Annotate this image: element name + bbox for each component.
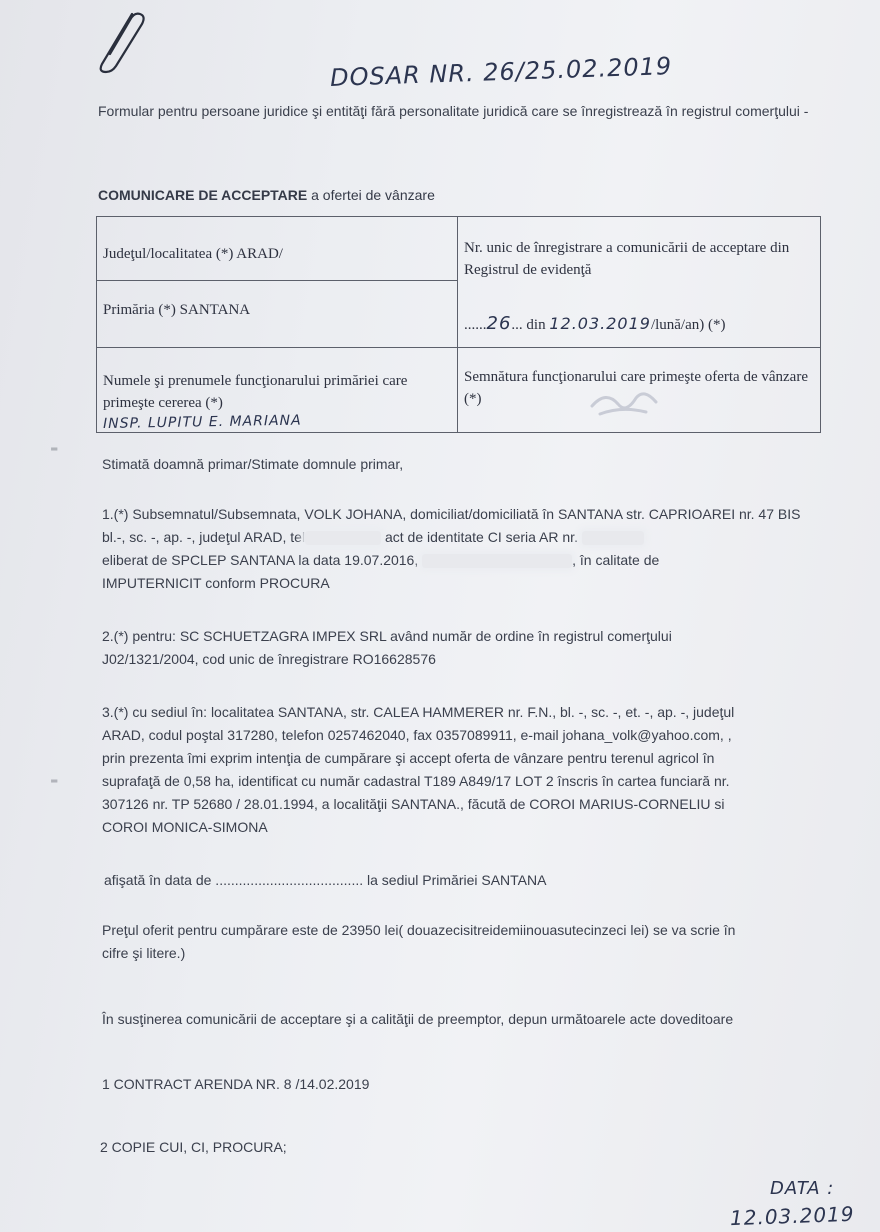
paperclip-mark [88, 10, 158, 78]
price-paragraph: Preţul oferit pentru cumpărare este de 23950 lei( douazecisitreidemiinouasutecinzeci lei) se va scrie în cifre şi litere.) [102, 922, 736, 961]
paragraph-3: 3.(*) cu sediul în: localitatea SANTANA, str. CALEA HAMMERER nr. F.N., bl. -, sc. -, et. -, ap. -, judeţul ARAD, codul poştal 317280, telefon 0257462040, fax 0357089911, e-mail johana_volk@yahoo.com, , prin prezenta îmi exprim intenţia de cumpărare şi accept oferta de vânzare pentru terenul agricol în suprafaţă de 0,58 ha, identificat cu număr cadastral T189 A849/17 LOT 2 înscris în cartea funciară nr. 307126 nr. TP 52680 / 28.01.1994, a localităţii SANTANA., făcută de COROI MARIUS-CORNELIU si COROI MONICA-SIMONA [102, 704, 735, 835]
margin-punch-mark: ⁼ [50, 776, 59, 793]
county-cell: Judeţul/localitatea (*) ARAD/ [97, 217, 458, 281]
document-title: COMUNICARE DE ACCEPTARE a ofertei de vânzare [98, 187, 435, 203]
display-date-line: afişată în data de ...................................... la sediul Primăriei SANTANA [104, 872, 547, 888]
official-name-cell: Numele şi prenumele funcţionarului primăriei care primeşte cererea (*) INSP. LUPITU E. MARIANA [97, 348, 458, 433]
margin-punch-mark: ⁼ [50, 444, 59, 461]
salutation: Stimată doamnă primar/Stimate domnule primar, [102, 456, 404, 472]
official-signature-cell: Semnătura funcţionarului care primeşte oferta de vânzare (*) [458, 348, 821, 433]
paragraph-1: 1.(*) Subsemnatul/Subsemnata, VOLK JOHANA, domiciliat/domiciliată în SANTANA str. CAPRIOAREI nr. 47 BIS bl.-, sc. -, ap. -, judeţul ARAD, tel act de identitate CI seria AR nr. eliberat de SPCLEP SANTANA la data 19.07.2016, , în calitate de IMPUTERNICIT conform PROCURA [102, 506, 801, 591]
registration-table [96, 216, 821, 433]
city-hall-cell: Primăria (*) SANTANA [97, 281, 458, 348]
paragraph-2: 2.(*) pentru: SC SCHUETZAGRA IMPEX SRL având număr de ordine în registrul comerţului J02/1321/2004, cod unic de înregistrare RO16628576 [102, 628, 672, 667]
document-list-item: 2 COPIE CUI, CI, PROCURA; [100, 1139, 287, 1155]
date-value-handwritten: 12.03.2019 [729, 1201, 855, 1231]
file-number-handwritten: DOSAR NR. 26/25.02.2019 [329, 52, 673, 92]
signature-mark [586, 384, 666, 424]
registry-number-cell: Nr. unic de înregistrare a comunicării de acceptare din Registrul de evidenţă ......26... din 12.03.2019/lună/an) (*) [458, 217, 821, 348]
date-label-handwritten: DATA : [770, 1178, 835, 1199]
supporting-docs-intro: În susţinerea comunicării de acceptare şi a calităţii de preemptor, depun următoarele acte doveditoare [102, 1011, 734, 1027]
document-list-item: 1 CONTRACT ARENDA NR. 8 /14.02.2019 [102, 1076, 370, 1092]
form-description: Formular pentru persoane juridice şi entităţi fără personalitate juridică care se înregistrează în registrul comerţului - [98, 103, 809, 119]
